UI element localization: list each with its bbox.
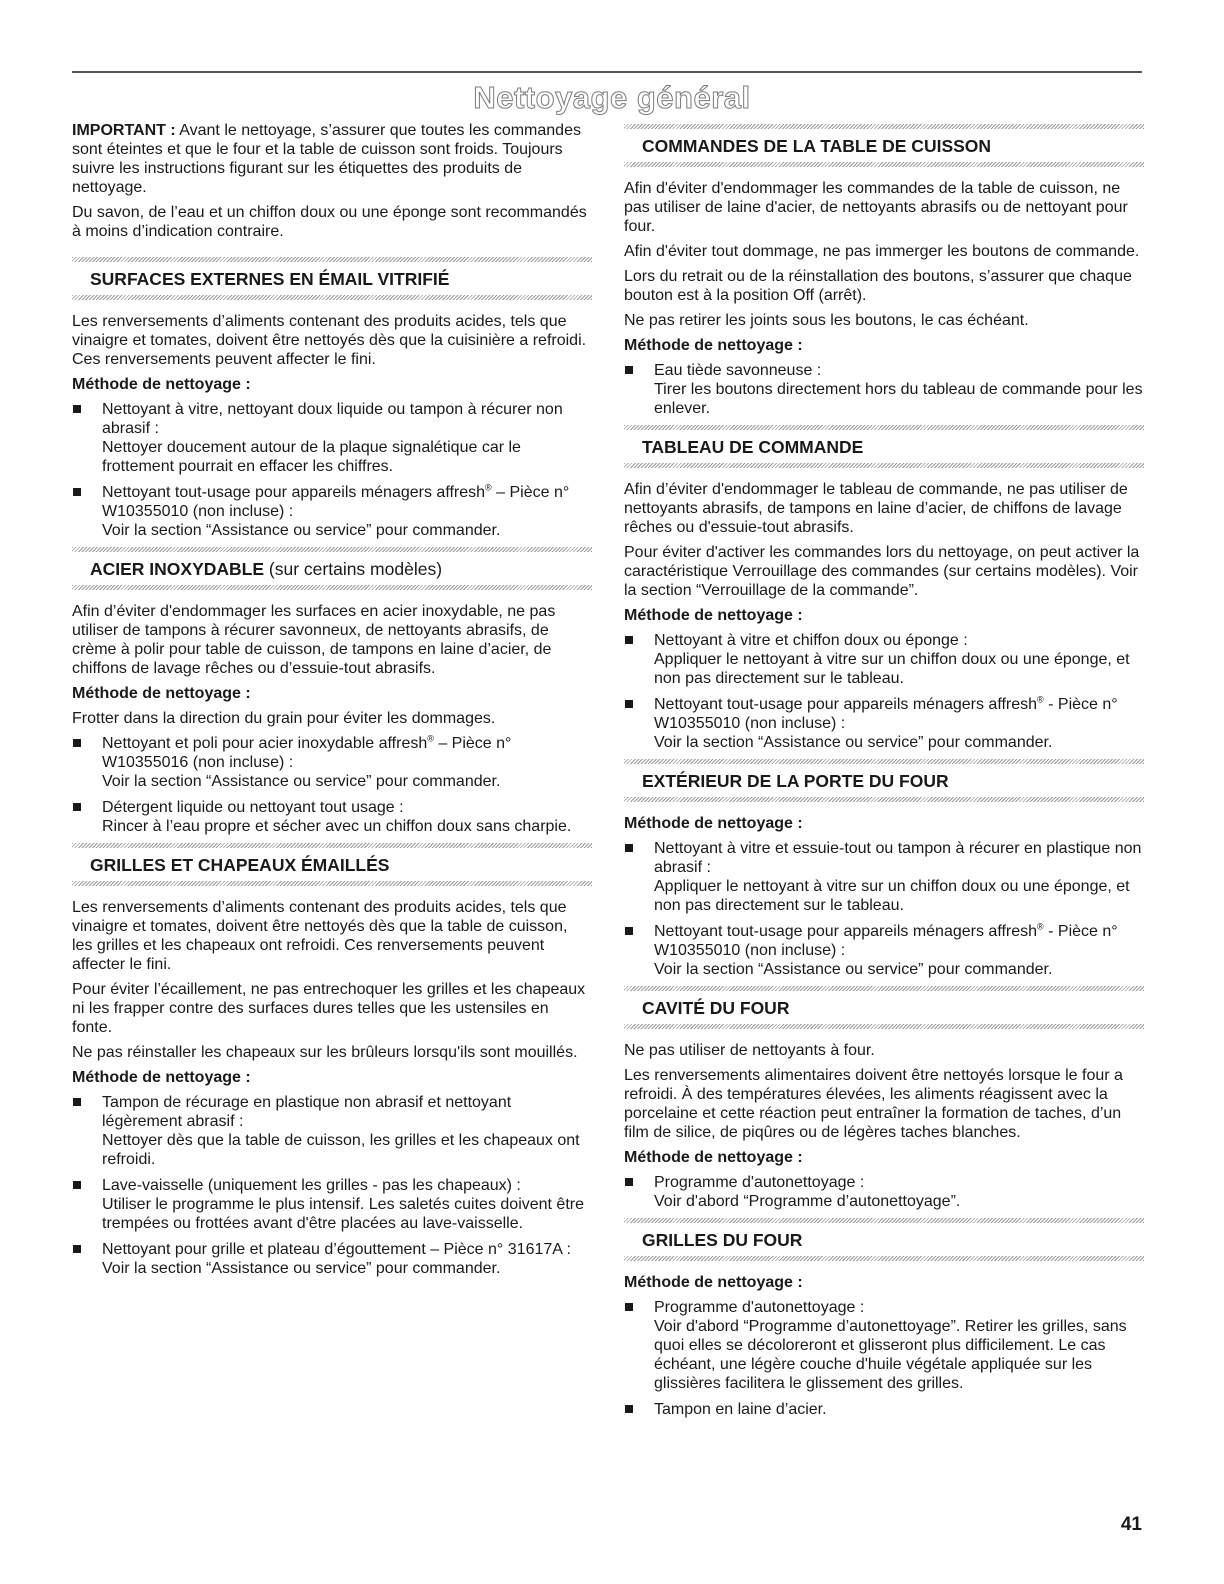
square-bullet-icon — [73, 405, 81, 413]
section-body — [72, 312, 592, 540]
list-item-line: Programme d'autonettoyage : — [654, 1174, 865, 1191]
section-body — [624, 1041, 1144, 1211]
method-label: Méthode de nettoyage : — [72, 376, 251, 393]
section-hatch-bottom — [624, 463, 1144, 468]
list-item — [624, 1173, 1144, 1211]
section-title-text: ACIER INOXYDABLE — [90, 559, 265, 579]
method-list — [624, 361, 1144, 418]
list-item-line: Voir la section “Assistance ou service” pour commander. — [102, 1260, 501, 1277]
section-body — [72, 898, 592, 1278]
section-title — [642, 137, 1144, 156]
section-hatch-bottom — [624, 1256, 1144, 1261]
list-item — [72, 400, 592, 476]
right-column — [624, 124, 1144, 1426]
square-bullet-icon — [73, 803, 81, 811]
list-item-line: Lave-vaisselle (uniquement les grilles - pas les chapeaux) : — [102, 1177, 521, 1194]
method-list — [624, 1173, 1144, 1211]
section-hatch-bottom — [72, 585, 592, 590]
section-hatch-top — [72, 257, 592, 262]
list-item-line: Appliquer le nettoyant à vitre sur un chiffon doux ou une éponge, et non pas directement sur le tableau. — [654, 878, 1130, 914]
square-bullet-icon — [73, 739, 81, 747]
section-title-text: EXTÉRIEUR DE LA PORTE DU FOUR — [642, 771, 949, 791]
section-title-text: GRILLES ET CHAPEAUX ÉMAILLÉS — [90, 855, 390, 875]
section-grilles-chapeaux — [72, 843, 592, 1278]
section-title — [642, 772, 1144, 791]
method-label: Méthode de nettoyage : — [72, 1069, 251, 1086]
page-title: Nettoyage général — [473, 80, 751, 115]
section-title-text: COMMANDES DE LA TABLE DE CUISSON — [642, 136, 992, 156]
list-item — [624, 839, 1144, 915]
square-bullet-icon — [625, 1303, 633, 1311]
list-item — [624, 1400, 1144, 1419]
section-surfaces-email — [72, 257, 592, 540]
list-item-line: Voir la section “Assistance ou service” pour commander. — [654, 961, 1053, 978]
list-item — [72, 1240, 592, 1278]
square-bullet-icon — [73, 488, 81, 496]
important-label: IMPORTANT : — [72, 122, 176, 139]
list-item-line: Utiliser le programme le plus intensif. Les saletés cuites doivent être trempées ou frottées avant d'être placées au lave-vaisselle. — [102, 1196, 584, 1232]
paragraph: Ne pas réinstaller les chapeaux sur les brûleurs lorsqu'ils sont mouillés. — [72, 1044, 578, 1061]
list-item — [72, 734, 592, 791]
list-item — [624, 922, 1144, 979]
paragraph: Afin d’éviter d'endommager le tableau de commande, ne pas utiliser de nettoyants abrasifs, de tampons en laine d’acier, de chiffons de lavage rêches ou d'essuie-tout abrasifs. — [624, 481, 1128, 536]
paragraph: Ne pas retirer les joints sous les boutons, le cas échéant. — [624, 312, 1029, 329]
paragraph: Les renversements alimentaires doivent être nettoyés lorsque le four a refroidi. À des températures élevées, les aliments réagissent avec la porcelaine et cette réaction peut entraîner la formation de taches, d’un film de silice, de piqûres ou de légères taches blanches. — [624, 1067, 1123, 1141]
section-title — [642, 438, 1144, 457]
top-rule — [72, 71, 1142, 73]
square-bullet-icon — [625, 700, 633, 708]
method-label: Méthode de nettoyage : — [624, 607, 803, 624]
list-item — [72, 1176, 592, 1233]
list-item-line: Appliquer le nettoyant à vitre sur un chiffon doux ou une éponge, et non pas directement sur le tableau. — [654, 651, 1130, 687]
method-list — [624, 631, 1144, 752]
method-label: Méthode de nettoyage : — [624, 815, 803, 832]
list-item — [72, 483, 592, 540]
intro-soap: Du savon, de l’eau et un chiffon doux ou une éponge sont recommandés à moins d’indication contraire. — [72, 204, 587, 240]
square-bullet-icon — [73, 1098, 81, 1106]
section-body — [624, 1273, 1144, 1419]
section-title-text: GRILLES DU FOUR — [642, 1230, 803, 1250]
section-grilles-four — [624, 1218, 1144, 1419]
section-acier-inoxydable — [72, 547, 592, 836]
section-body — [624, 480, 1144, 752]
square-bullet-icon — [625, 844, 633, 852]
intro-important: IMPORTANT : Avant le nettoyage, s’assurer que toutes les commandes sont éteintes et que le four et la table de cuisson sont froids. Toujours suivre les instructions figurant sur les étiquettes des produits de nettoyage. — [72, 122, 581, 196]
section-hatch-bottom — [624, 1024, 1144, 1029]
method-list — [624, 1298, 1144, 1419]
list-item-line: Voir d'abord “Programme d’autonettoyage”. Retirer les grilles, sans quoi elles se décoloreront et glisseront plus difficilement. Le cas échéant, une légère couche d'huile végétale appliquée sur les glissières facilitera le glissement des grilles. — [654, 1318, 1127, 1392]
list-item — [72, 1093, 592, 1169]
list-item-line: Nettoyant et poli pour acier inoxydable affresh® – Pièce n° W10355016 (non incluse) : — [102, 733, 512, 771]
list-item-line: Voir la section “Assistance ou service” pour commander. — [654, 734, 1053, 751]
section-hatch-top — [72, 547, 592, 552]
list-item-line: Nettoyant à vitre, nettoyant doux liquide ou tampon à récurer non abrasif : — [102, 401, 563, 437]
list-item-line: Tampon de récurage en plastique non abrasif et nettoyant légèrement abrasif : — [102, 1094, 512, 1130]
section-title-text: TABLEAU DE COMMANDE — [642, 437, 864, 457]
section-title — [90, 856, 592, 875]
list-item-line: Voir la section “Assistance ou service” pour commander. — [102, 522, 501, 539]
list-item — [72, 798, 592, 836]
section-title — [642, 1231, 1144, 1250]
paragraph: Pour éviter d'activer les commandes lors du nettoyage, on peut activer la caractéristique Verrouillage des commandes (sur certains modèles). Voir la section “Verrouillage de la commande”. — [624, 544, 1140, 599]
list-item-line: Nettoyer doucement autour de la plaque signalétique car le frottement pourrait en effacer les chiffres. — [102, 439, 521, 475]
section-hatch-bottom — [624, 162, 1144, 167]
list-item-line: Rincer à l’eau propre et sécher avec un chiffon doux sans charpie. — [102, 818, 572, 835]
list-item — [624, 1298, 1144, 1393]
paragraph: Les renversements d’aliments contenant des produits acides, tels que vinaigre et tomates, doivent être nettoyés dès que la cuisinière a refroidi. Ces renversements peuvent affecter le fini. — [72, 313, 587, 368]
list-item-line: Nettoyant tout-usage pour appareils ménagers affresh® – Pièce n° W10355010 (non incluse) : — [102, 482, 570, 520]
method-label: Méthode de nettoyage : — [72, 685, 251, 702]
list-item-line: Nettoyant à vitre et chiffon doux ou éponge : — [654, 632, 968, 649]
section-title-text: CAVITÉ DU FOUR — [642, 998, 790, 1018]
section-title-text: SURFACES EXTERNES EN ÉMAIL VITRIFIÉ — [90, 269, 450, 289]
method-note: Frotter dans la direction du grain pour éviter les dommages. — [72, 710, 496, 727]
section-hatch-bottom — [624, 797, 1144, 802]
section-body — [72, 602, 592, 836]
list-item-line: Nettoyant pour grille et plateau d’égouttement – Pièce n° 31617A : — [102, 1241, 571, 1258]
square-bullet-icon — [625, 366, 633, 374]
list-item-line: Voir la section “Assistance ou service” pour commander. — [102, 773, 501, 790]
method-list — [72, 734, 592, 836]
section-body — [624, 814, 1144, 979]
page-number: 41 — [1120, 1514, 1142, 1535]
method-list — [624, 839, 1144, 979]
list-item — [624, 631, 1144, 688]
paragraph: Les renversements d’aliments contenant des produits acides, tels que vinaigre et tomates, doivent être nettoyés dès que la table de cuisson, les grilles et les chapeaux ont refroidi. Ces renversements peuvent affecter le fini. — [72, 899, 568, 973]
list-item-line: Nettoyant à vitre et essuie-tout ou tampon à récurer en plastique non abrasif : — [654, 840, 1142, 876]
paragraph: Pour éviter l’écaillement, ne pas entrechoquer les grilles et les chapeaux ni les frapper contre des surfaces dures telles que les ustensiles en fonte. — [72, 981, 586, 1036]
section-hatch-top — [624, 425, 1144, 430]
section-title-suffix: (sur certains modèles) — [264, 559, 443, 579]
method-list — [72, 1093, 592, 1278]
square-bullet-icon — [73, 1181, 81, 1189]
method-label: Méthode de nettoyage : — [624, 1149, 803, 1166]
paragraph: Ne pas utiliser de nettoyants à four. — [624, 1042, 875, 1059]
section-cavite-four — [624, 986, 1144, 1211]
square-bullet-icon — [625, 1405, 633, 1413]
list-item-line: Tampon en laine d’acier. — [654, 1401, 827, 1418]
square-bullet-icon — [625, 927, 633, 935]
square-bullet-icon — [73, 1245, 81, 1253]
section-hatch-top — [624, 124, 1144, 129]
section-title — [90, 560, 592, 579]
square-bullet-icon — [625, 1178, 633, 1186]
list-item-line: Eau tiède savonneuse : — [654, 362, 822, 379]
section-tableau-commande — [624, 425, 1144, 752]
section-title — [642, 999, 1144, 1018]
section-hatch-top — [624, 759, 1144, 764]
method-list — [72, 400, 592, 540]
list-item-line: Nettoyer dès que la table de cuisson, les grilles et les chapeaux ont refroidi. — [102, 1132, 580, 1168]
list-item-line: Tirer les boutons directement hors du tableau de commande pour les enlever. — [654, 381, 1143, 417]
list-item-line: Détergent liquide ou nettoyant tout usage : — [102, 799, 404, 816]
list-item-line: Programme d'autonettoyage : — [654, 1299, 865, 1316]
paragraph: Afin d'éviter tout dommage, ne pas immerger les boutons de commande. — [624, 243, 1140, 260]
list-item-line: Voir d'abord “Programme d’autonettoyage”. — [654, 1193, 961, 1210]
section-title — [90, 270, 592, 289]
section-body — [624, 179, 1144, 418]
list-item — [624, 361, 1144, 418]
section-hatch-top — [624, 986, 1144, 991]
section-exterieur-porte — [624, 759, 1144, 979]
left-column — [72, 121, 592, 1285]
method-label: Méthode de nettoyage : — [624, 337, 803, 354]
paragraph: Afin d’éviter d'endommager les surfaces en acier inoxydable, ne pas utiliser de tampons à récurer savonneux, de nettoyants abrasifs, de crème à polir pour table de cuisson, de tampons en laine d’acier, de chiffons de lavage rêches ou d’essuie-tout abrasifs. — [72, 603, 556, 677]
section-hatch-bottom — [72, 881, 592, 886]
list-item — [624, 695, 1144, 752]
paragraph: Lors du retrait ou de la réinstallation des boutons, s’assurer que chaque bouton est à la position Off (arrêt). — [624, 268, 1132, 304]
square-bullet-icon — [625, 636, 633, 644]
paragraph: Afin d'éviter d'endommager les commandes de la table de cuisson, ne pas utiliser de laine d'acier, de nettoyants abrasifs ou de nettoyant pour four. — [624, 180, 1128, 235]
section-commandes-table — [624, 124, 1144, 418]
list-item-line: Nettoyant tout-usage pour appareils ménagers affresh® - Pièce n° W10355010 (non incluse) : — [654, 694, 1118, 732]
list-item-line: Nettoyant tout-usage pour appareils ménagers affresh® - Pièce n° W10355010 (non incluse) : — [654, 921, 1118, 959]
method-label: Méthode de nettoyage : — [624, 1274, 803, 1291]
section-hatch-top — [624, 1218, 1144, 1223]
section-hatch-top — [72, 843, 592, 848]
section-hatch-bottom — [72, 295, 592, 300]
